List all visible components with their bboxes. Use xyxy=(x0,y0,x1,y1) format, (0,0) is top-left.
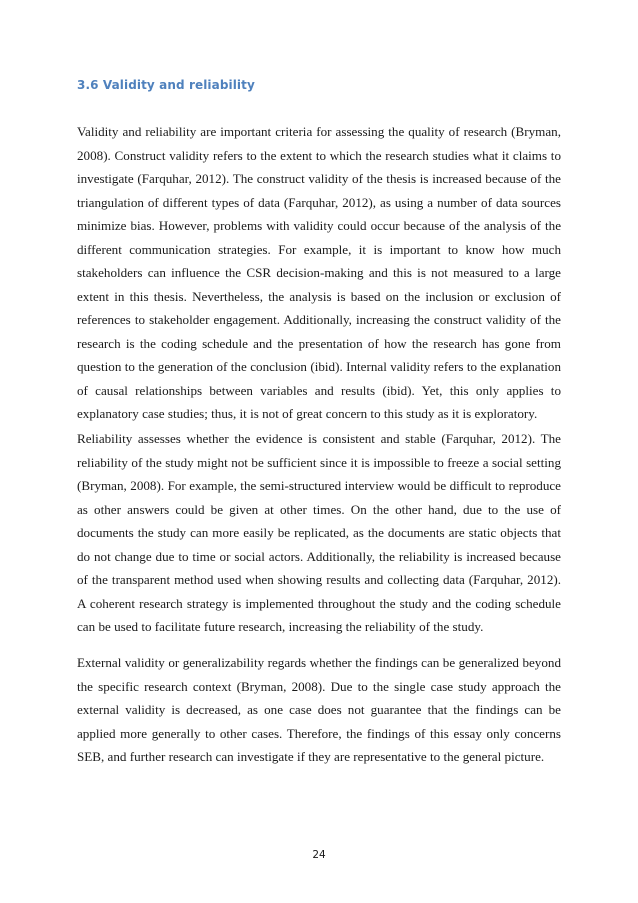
page-number: 24 xyxy=(312,849,326,861)
paragraph-validity: Validity and reliability are important criteria for assessing the quality of research (Bryman, 2008). Construct validity refers to the extent to which the research studies what it claims to investigate (Farquhar, 2012). The construct validity of the thesis is increased because of the triangulation of different types of data (Farquhar, 2012), as using a number of data sources minimize bias. However, problems with validity could occur because of the analysis of the different communication strategies. For example, it is important to know how much stakeholders can influence the CSR decision-making and this is not measured to a large extent in this thesis. Nevertheless, the analysis is based on the inclusion or exclusion of references to stakeholder engagement. Additionally, increasing the construct validity of the research is the coding schedule and the presentation of how the research has gone from question to the generation of the conclusion (ibid). Internal validity refers to the explanation of causal relationships between variables and results (ibid). Yet, this only applies to explanatory case studies; thus, it is not of great concern to this study as it is exploratory. xyxy=(77,124,561,421)
paragraph-external-validity: External validity or generalizability regards whether the findings can be generalized beyond the specific research context (Bryman, 2008). Due to the single case study approach the external validity is decreased, as one case does not guarantee that the findings can be applied more generally to other cases. Therefore, the findings of this essay only concerns SEB, and further research can investigate if they are representative to the general picture. xyxy=(77,655,561,764)
paragraph-reliability: Reliability assesses whether the evidence is consistent and stable (Farquhar, 2012). The reliability of the study might not be sufficient since it is impossible to freeze a social setting (Bryman, 2008). For example, the semi-structured interview would be difficult to reproduce as other answers could be given at other times. On the other hand, due to the use of documents the study can more easily be replicated, as the documents are static objects that do not change due to time or social actors. Additionally, the reliability is increased because of the transparent method used when showing results and collecting data (Farquhar, 2012). A coherent research strategy is implemented throughout the study and the coding schedule can be used to facilitate future research, increasing the reliability of the study. xyxy=(77,431,561,634)
section-heading: 3.6 Validity and reliability xyxy=(77,78,255,92)
